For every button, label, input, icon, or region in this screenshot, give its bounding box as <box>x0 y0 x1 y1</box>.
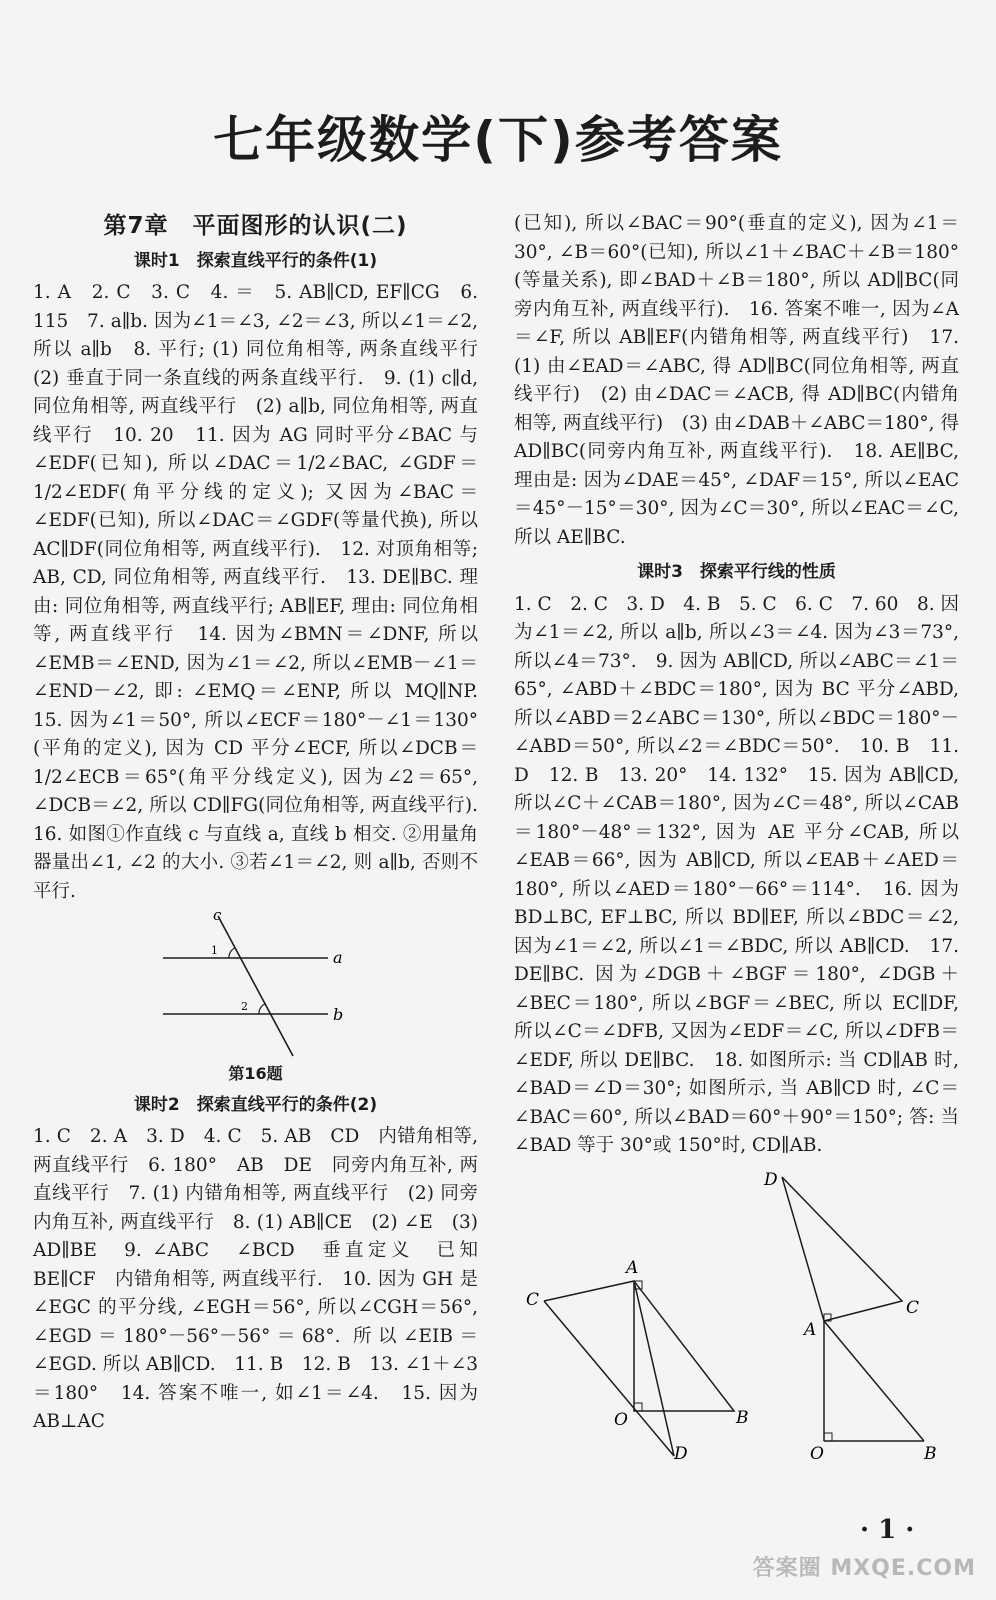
right-label-B: B <box>924 1443 937 1461</box>
lesson3-answers: 1. C 2. C 3. D 4. B 5. C 6. C 7. 60 8. 因为∠1＝∠2, 所以 a∥b, 所以∠3＝∠4. 因为∠3＝73°, 所以∠4＝73°. 9. 因为 AB∥CD, 所以∠ABC＝∠1＝65°, ∠ABD＋∠BDC＝180°, 因为 BC 平分∠ABD, 所以∠ABD＝2∠ABC＝130°, 所以∠BDC＝180°－∠ABD＝50°, 所以∠2＝∠BDC＝50°. 10. B 11. D 12. B 13. 20° 14. 132° 15. 因为 AB∥CD, 所以∠C＋∠CAB＝180°, 因为∠C＝48°, 所以∠CAB＝180°－48°＝132°, 因为 AE 平分∠CAB, 所以∠EAB＝66°, 因为 AB∥CD, 所以∠EAB＋∠AED＝180°, 所以∠AED＝180°－66°＝114°. 16. 因为 BD⊥BC, EF⊥BC, 所以 BD∥EF, 所以∠BDC＝∠2, 因为∠1＝∠2, 所以∠1＝∠BDC, 所以 AB∥CD. 17. DE∥BC. 因为∠DGB＋∠BGF＝180°, ∠DGB＋∠BEC＝180°, 所以∠BGF＝∠BEC, 所以 EC∥DF, 所以∠C＝∠DFB, 又因为∠EDF＝∠C, 所以∠DFB＝∠EDF, 所以 DE∥BC. 18. 如图所示: 当 CD∥AB 时, ∠BAD＝∠D＝30°; 如图所示, 当 AB∥CD 时, ∠C＝∠BAC＝60°, 所以∠BAD＝60°＋90°＝150°; 答: 当∠BAD 等于 30°或 150°时, CD∥AB. <box>514 593 959 1156</box>
chapter-heading: 第7章 平面图形的认识(二) <box>103 213 408 239</box>
line-c <box>218 916 293 1056</box>
figure-16 <box>33 910 478 1060</box>
right-column <box>514 210 959 1461</box>
page-number: · 1 · <box>860 1515 915 1545</box>
label-c: c <box>213 910 222 924</box>
left-label-D: D <box>674 1443 688 1461</box>
left-label-C: C <box>526 1289 540 1310</box>
left-label-O: O <box>614 1409 628 1430</box>
label-b: b <box>333 1005 344 1024</box>
left-label-A: A <box>626 1257 639 1278</box>
right-label-O: O <box>810 1443 824 1461</box>
right-label-A: A <box>804 1319 817 1340</box>
right-label-D: D <box>764 1170 778 1190</box>
lesson2-answers: 1. C 2. A 3. D 4. C 5. AB CD 内错角相等, 两直线平行 6. 180° AB DE 同旁内角互补, 两直线平行 7. (1) 内错角相等, 两直线平行 (2) 同旁内角互补, 两直线平行 8. (1) AB∥CE (2) ∠E (3) AD∥BE 9. ∠ABC ∠BCD 垂直定义 已知 BE∥CF 内错角相等, 两直线平行. 10. 因为 GH 是∠EGC 的平分线, ∠EGH＝56°, 所以∠CGH＝56°, ∠EGD＝180°－56°－56°＝68°. 所以∠EIB＝∠EGD. 所以 AB∥CD. 11. B 12. B 13. ∠1＋∠3＝180° 14. 答案不唯一, 如∠1＝∠4. 15. 因为 AB⊥AC <box>33 1126 497 1432</box>
lesson3-heading: 课时3 探索平行线的性质 <box>637 562 836 582</box>
lesson1-answers: 1. A 2. C 3. C 4. ＝ 5. AB∥CD, EF∥CG 6. 115 7. a∥b. 因为∠1＝∠3, ∠2＝∠3, 所以∠1＝∠2, 所以 a∥b 8. 平行; (1) 同位角相等, 两条直线平行 (2) 垂直于同一条直线的两条直线平行. 9. (1) c∥d, 同位角相等, 两直线平行 (2) a∥b, 同位角相等, 两直线平行 10. 20 11. 因为 AG 同时平分∠BAC 与∠EDF(已知), 所以∠DAC＝1/2∠BAC, ∠GDF＝1/2∠EDF(角平分线的定义); 又因为∠BAC＝∠EDF(已知), 所以∠DAC＝∠GDF(等量代换), 所以 AC∥DF(同位角相等, 两直线平行). 12. 对顶角相等; AB, CD, 同位角相等, 两直线平行. 13. DE∥BC. 理由: 同位角相等, 两直线平行; AB∥EF, 理由: 同位角相等, 两直线平行 14. 因为∠BMN＝∠DNF, 所以∠EMB＝∠END, 因为∠1＝∠2, 所以∠EMB－∠1＝∠END－∠2, 即: ∠EMQ＝∠ENP, 所以 MQ∥NP. 15. 因为∠1＝50°, 所以∠ECF＝180°－∠1＝130°(平角的定义), 因为 CD 平分∠ECF, 所以∠DCB＝1/2∠ECB＝65°(角平分线定义), 因为∠2＝65°, ∠DCB＝∠2, 所以 CD∥FG(同位角相等, 两直线平行). 16. 如图①作直线 c 与直线 a, 直线 b 相交. ②用量角器量出∠1, ∠2 的大小. ③若∠1＝∠2, 则 a∥b, 否则不平行. <box>33 282 497 902</box>
right-label-C: C <box>906 1297 920 1318</box>
figure-18-left <box>526 1258 749 1461</box>
figure-18 <box>514 1171 959 1461</box>
lesson2-answers-continued: (已知), 所以∠BAC＝90°(垂直的定义), 因为∠1＝30°, ∠B＝60°(已知), 所以∠1＋∠BAC＋∠B＝180°(等量关系), 即∠BAD＋∠B＝180°, 所以 AD∥BC(同旁内角互补, 两直线平行). 16. 答案不唯一, 因为∠A＝∠F, 所以 AB∥EF(内错角相等, 两直线平行) 17. (1) 由∠EAD＝∠ABC, 得 AD∥BC(同位角相等, 两直线平行) (2) 由∠DAC＝∠ACB, 得 AD∥BC(内错角相等, 两直线平行) (3) 由∠DAB＋∠ABC＝180°, 得 AD∥BC(同旁内角互补, 两直线平行). 18. AE∥BC, 理由是: 因为∠DAE＝45°, ∠DAF＝15°, 所以∠EAC＝45°－15°＝30°, 因为∠C＝30°, 所以∠EAC＝∠C, 所以 AE∥BC. <box>514 213 959 548</box>
label-angle-2: 2 <box>241 1000 248 1013</box>
angle-1-arc <box>229 948 235 958</box>
label-a: a <box>333 948 343 967</box>
left-label-B: B <box>736 1407 749 1428</box>
left-column <box>33 210 497 1437</box>
angle-2-arc <box>259 1004 265 1014</box>
lesson2-heading: 课时2 探索直线平行的条件(2) <box>133 1094 378 1115</box>
page-title: 七年级数学(下)参考答案 <box>213 111 783 169</box>
lesson1-heading: 课时1 探索直线平行的条件(1) <box>133 250 378 271</box>
figure-18-right <box>763 1171 937 1461</box>
figure-16-caption: 第16题 <box>228 1064 283 1083</box>
label-angle-1: 1 <box>211 944 218 957</box>
watermark: 答案圈 MXQE.COM <box>752 1556 976 1581</box>
